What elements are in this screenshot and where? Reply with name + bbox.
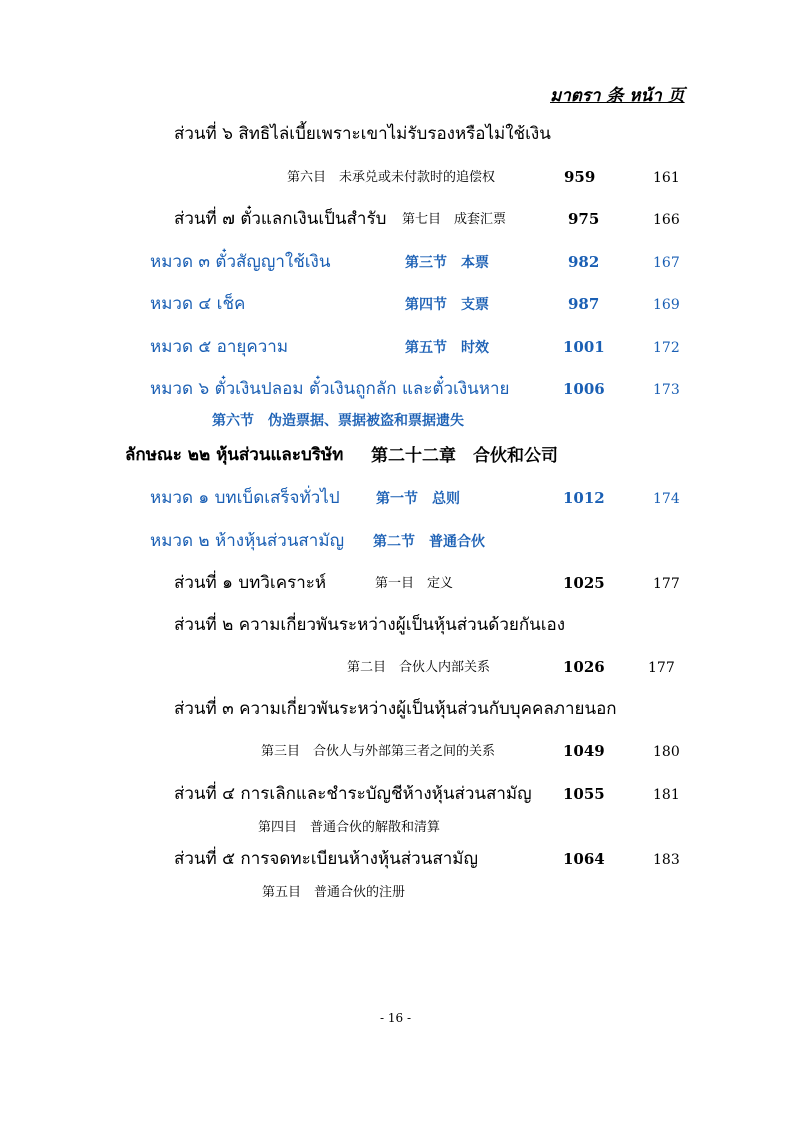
toc-entry-part-4-thai: ส่วนที่ ๔ การเลิกและชำระบัญชีห้างหุ้นส่วนสามัญ bbox=[174, 784, 532, 804]
page-number: 174 bbox=[653, 491, 680, 507]
toc-entry-chapter-4-thai: หมวด ๔ เช็ค bbox=[150, 294, 246, 314]
toc-entry-cn: 第四目 普通合伙的解散和清算 bbox=[258, 820, 441, 835]
page-number: 181 bbox=[653, 787, 680, 803]
section-number: 1006 bbox=[563, 380, 605, 398]
column-header: มาตรา 条 หน้า 页 bbox=[550, 86, 685, 106]
section-number: 1026 bbox=[563, 658, 605, 676]
section-number: 987 bbox=[568, 295, 600, 313]
toc-title-22-thai: ลักษณะ ๒๒ หุ้นส่วนและบริษัท bbox=[125, 445, 344, 465]
section-number: 1001 bbox=[563, 338, 605, 356]
page-footer: - 16 - bbox=[380, 1011, 412, 1025]
toc-entry-cn: 第五目 普通合伙的注册 bbox=[262, 885, 406, 900]
toc-entry-chapter-5-thai: หมวด ๕ อายุความ bbox=[150, 337, 289, 357]
toc-entry-part-2-thai: ส่วนที่ ๒ ความเกี่ยวพันระหว่างผู้เป็นหุ้นส่วนด้วยกันเอง bbox=[174, 615, 566, 635]
toc-entry-cn: 第六目 未承兑或未付款时的追偿权 bbox=[287, 170, 496, 185]
toc-entry-part-1-thai: ส่วนที่ ๑ บทวิเคราะห์ bbox=[174, 573, 327, 593]
section-number: 1012 bbox=[563, 489, 605, 507]
toc-entry-part-6-thai: ส่วนที่ ๖ สิทธิไล่เบี้ยเพราะเขาไม่รับรองหรือไม่ใช้เงิน bbox=[174, 124, 551, 144]
section-number: 1064 bbox=[563, 850, 605, 868]
toc-entry-part-7-thai: ส่วนที่ ๗ ตั๋วแลกเงินเป็นสำรับ bbox=[174, 209, 387, 229]
toc-entry-cn: 第二目 合伙人内部关系 bbox=[347, 660, 491, 675]
page-number: 172 bbox=[653, 340, 680, 356]
section-number: 975 bbox=[568, 210, 600, 228]
page-number: 166 bbox=[653, 212, 680, 228]
section-number: 959 bbox=[564, 168, 596, 186]
toc-entry-cn: 第五节 时效 bbox=[405, 340, 489, 356]
toc-entry-chapter-2-thai: หมวด ๒ ห้างหุ้นส่วนสามัญ bbox=[150, 531, 345, 551]
toc-entry-cn: 第一目 定义 bbox=[375, 576, 454, 591]
page-number: 167 bbox=[653, 255, 680, 271]
toc-entry-part-5-thai: ส่วนที่ ๕ การจดทะเบียนห้างหุ้นส่วนสามัญ bbox=[174, 849, 478, 869]
page-number: 183 bbox=[653, 852, 680, 868]
section-number: 1049 bbox=[563, 742, 605, 760]
page-number: 177 bbox=[653, 576, 680, 592]
toc-entry-cn: 第四节 支票 bbox=[405, 297, 489, 313]
toc-title-22-cn: 第二十二章 合伙和公司 bbox=[371, 446, 558, 466]
toc-entry-cn: 第二节 普通合伙 bbox=[373, 534, 485, 550]
page-number: 169 bbox=[653, 297, 680, 313]
section-number: 1055 bbox=[563, 785, 605, 803]
toc-entry-cn: 第七目 成套汇票 bbox=[402, 212, 507, 227]
page-number: 173 bbox=[653, 382, 680, 398]
toc-entry-cn: 第六节 伪造票据、票据被盗和票据遗失 bbox=[212, 413, 464, 429]
toc-entry-chapter-1-thai: หมวด ๑ บทเบ็ดเสร็จทั่วไป bbox=[150, 488, 340, 508]
toc-entry-part-3-thai: ส่วนที่ ๓ ความเกี่ยวพันระหว่างผู้เป็นหุ้นส่วนกับบุคคลภายนอก bbox=[174, 699, 617, 719]
page-number: 180 bbox=[653, 744, 680, 760]
toc-entry-chapter-6-thai: หมวด ๖ ตั๋วเงินปลอม ตั๋วเงินถูกลัก และตั๋วเงินหาย bbox=[150, 379, 510, 399]
toc-entry-chapter-3-thai: หมวด ๓ ตั๋วสัญญาใช้เงิน bbox=[150, 252, 331, 272]
toc-entry-cn: 第三目 合伙人与外部第三者之间的关系 bbox=[261, 744, 496, 759]
toc-entry-cn: 第一节 总则 bbox=[376, 491, 460, 507]
section-number: 1025 bbox=[563, 574, 605, 592]
page-number: 161 bbox=[653, 170, 680, 186]
toc-entry-cn: 第三节 本票 bbox=[405, 255, 489, 271]
section-number: 982 bbox=[568, 253, 600, 271]
page-number: 177 bbox=[648, 660, 675, 676]
